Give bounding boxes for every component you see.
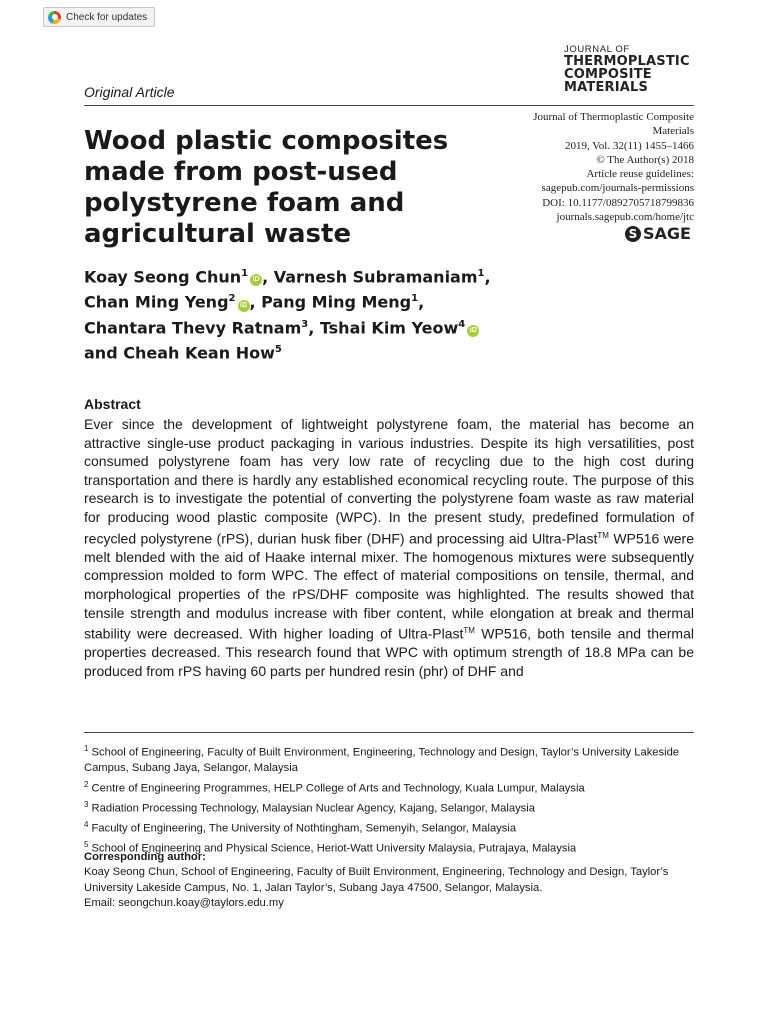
affiliation-text: School of Engineering and Physical Science, Heriot-Watt University Malaysia, Putrajaya, Malaysia — [88, 842, 577, 855]
publisher-name: SAGE — [643, 224, 691, 243]
sage-logo — [625, 224, 691, 243]
author-affiliation-ref: 1 — [477, 268, 485, 279]
corresponding-author — [84, 850, 694, 911]
check-updates-icon — [48, 11, 61, 24]
header-divider — [84, 105, 694, 106]
author-separator: , — [262, 267, 274, 287]
meta-reuse: Article reuse guidelines: — [586, 168, 694, 181]
author-affiliation-ref: 1 — [241, 268, 249, 279]
meta-journal-line1: Journal of Thermoplastic Composite — [533, 111, 694, 123]
corresponding-author-address: Koay Seong Chun, School of Engineering, Faculty of Built Environment, Engineering, Technology and Design, Taylor’s University Lakeside Campus, No. 1, Jalan Taylor’s, Subang Jaya 47500, Selangor, Malaysia. — [84, 866, 669, 894]
article-meta — [484, 110, 694, 224]
journal-logo-line4: MATERIALS — [564, 80, 649, 95]
affiliation-number: 3 — [84, 799, 89, 809]
corresponding-author-email-line — [84, 896, 694, 911]
abstract-heading: Abstract — [84, 396, 141, 412]
journal-logo — [564, 44, 694, 94]
author-affiliation-ref: 3 — [301, 318, 309, 330]
author-name: Chan Ming Yeng — [84, 292, 229, 312]
trademark-mark: TM — [597, 530, 609, 540]
article-type: Original Article — [84, 84, 175, 100]
sage-logo-icon: S — [625, 226, 641, 242]
article-title: Wood plastic composites made from post-used polystyrene foam and agricultural waste — [84, 126, 449, 249]
affiliation-text: Radiation Processing Technology, Malaysian Nuclear Agency, Kajang, Selangor, Malaysia — [88, 802, 535, 815]
email-label: Email: — [84, 896, 119, 909]
orcid-icon[interactable]: iD — [238, 300, 250, 312]
abstract-part3: WP516, both tensile and thermal properties decreased. This research found that WPC with optimum strength of 18.8 MPa can be produced from rPS having 60 parts per hundred resin (phr) of DHF and — [84, 625, 694, 680]
author-name: Tshai Kim Yeow — [319, 317, 459, 337]
meta-citation: 2019, Vol. 32(11) 1455–1466 — [564, 139, 694, 152]
meta-copyright: © The Author(s) 2018 — [596, 153, 694, 166]
journal-logo-line2: THERMOPLASTIC — [564, 54, 690, 69]
journal-logo-line3: COMPOSITE — [564, 67, 652, 82]
author-separator: , — [308, 317, 320, 337]
author-name: Chantara Thevy Ratnam — [84, 317, 302, 337]
email-link[interactable]: seongchun.koay@taylors.edu.my — [118, 896, 284, 909]
trademark-mark: TM — [463, 626, 475, 636]
affiliation-item — [84, 817, 694, 837]
abstract-part1: Ever since the development of lightweight polystyrene foam, the material has become an attractive single-use product packaging in various industries. Despite its high versatilities, post consumed polystyrene foam has very low rate of recycling due to the high cost during transportation and there is hardly any established economical recycling route. The purpose of this research is to investigate the potential of converting the polystyrene foam waste as raw material for producing wood plastic composite (WPC). In the present study, predefined formulation of recycled polystyrene (rPS), durian husk fiber (DHF) and processing aid Ultra-Plast — [84, 416, 694, 547]
affiliation-number: 1 — [84, 744, 89, 753]
affiliation-item — [84, 797, 694, 817]
affiliation-item — [84, 741, 694, 777]
author-separator: , — [418, 292, 425, 312]
author-and: and — [84, 343, 124, 363]
journal-logo-line1: JOURNAL OF — [564, 44, 630, 55]
orcid-icon[interactable]: iD — [250, 274, 262, 286]
meta-home-link[interactable]: journals.sagepub.com/home/jtc — [556, 211, 694, 224]
author-name: Cheah Kean How — [123, 343, 275, 363]
affiliation-number: 2 — [84, 779, 89, 789]
meta-doi[interactable]: DOI: 10.1177/0892705718799836 — [542, 196, 694, 209]
author-name: Varnesh Subramaniam — [273, 267, 478, 287]
author-name: Koay Seong Chun — [84, 267, 242, 287]
check-for-updates-label: Check for updates — [66, 11, 148, 23]
author-separator: , — [484, 267, 491, 287]
abstract-part2: WP516 were melt blended with the aid of Haake internal mixer. The homogenous mixtures were subsequently compression molded to form WPC. The effect of material compositions on tensile, thermal, and morphological properties of the rPS/DHF composite was highlighted. The results showed that tensile strength and modulus increase with fiber content, while elongation at break and thermal stability were decreased. With higher loading of Ultra-Plast — [84, 530, 694, 642]
affiliation-number: 5 — [84, 839, 89, 849]
abstract-text — [84, 415, 694, 681]
affiliation-list — [84, 741, 694, 857]
affiliation-item — [84, 777, 694, 797]
author-affiliation-ref: 5 — [274, 343, 282, 355]
author-affiliation-ref: 2 — [228, 293, 236, 305]
footnote-divider — [84, 732, 694, 733]
orcid-icon[interactable]: iD — [467, 325, 479, 337]
check-for-updates-button[interactable] — [43, 7, 155, 27]
author-affiliation-ref: 4 — [458, 318, 466, 330]
author-affiliation-ref: 1 — [411, 293, 419, 305]
author-list — [84, 263, 544, 364]
affiliation-text: School of Engineering, Faculty of Built Environment, Engineering, Technology and Design, Taylor’s University Lakeside Campus, Subang Jaya, Selangor, Malaysia — [84, 746, 680, 775]
author-separator: , — [249, 292, 262, 312]
author-name: Pang Ming Meng — [261, 292, 412, 312]
affiliation-text: Faculty of Engineering, The University of Nothtingham, Semenyih, Selangor, Malaysia — [88, 822, 517, 835]
meta-reuse-link[interactable]: sagepub.com/journals-permissions — [541, 182, 694, 195]
affiliation-text: Centre of Engineering Programmes, HELP College of Arts and Technology, Kuala Lumpur, Malaysia — [88, 782, 585, 795]
corresponding-author-heading: Corresponding author: — [84, 851, 206, 863]
meta-journal-line2: Materials — [652, 125, 694, 138]
affiliation-number: 4 — [84, 819, 89, 829]
